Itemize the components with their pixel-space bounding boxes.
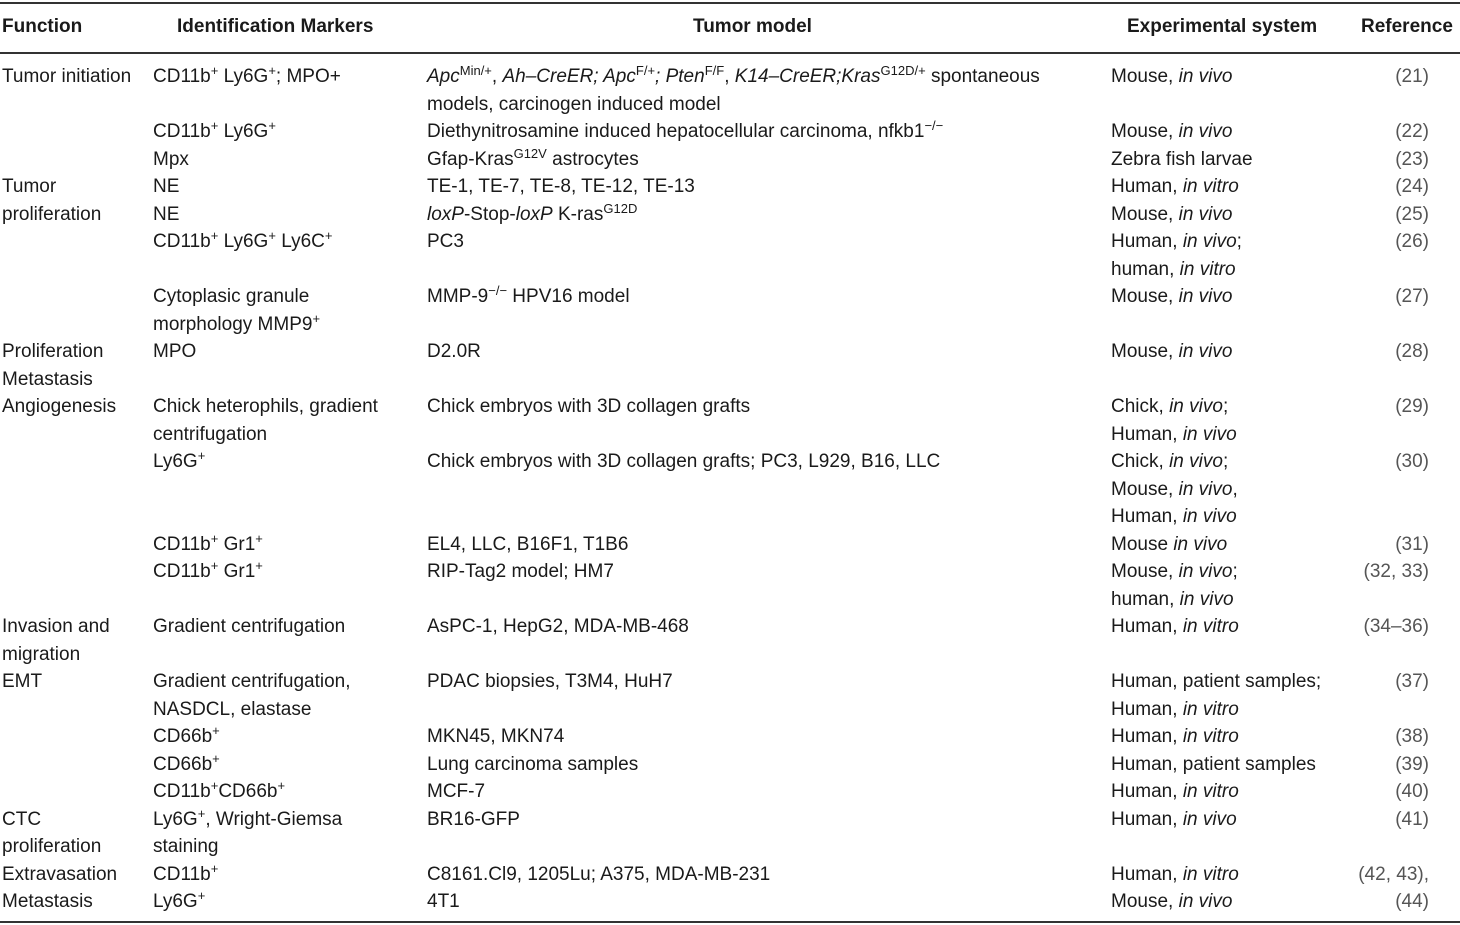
text-run: Mouse,	[1111, 561, 1179, 582]
text-run: Mouse,	[1111, 891, 1179, 912]
cell-system	[1111, 668, 1321, 696]
text-run: +	[210, 558, 219, 573]
text-run: (31)	[1395, 533, 1429, 555]
text-run: Ly6G	[218, 66, 269, 87]
text-run: Chick embryos with 3D collagen grafts; PC3, L929, B16, LLC	[427, 451, 941, 472]
text-run: AsPC-1, HepG2, MDA-MB-468	[427, 616, 689, 637]
cell-ref	[1395, 723, 1429, 751]
text-run: (40)	[1395, 781, 1429, 802]
text-run: in vitro	[1182, 863, 1239, 885]
text-run: (28)	[1395, 341, 1429, 362]
cell-function: Angiogenesis	[2, 396, 117, 417]
text-run: Human,	[1111, 423, 1183, 445]
cell-ref	[1395, 201, 1429, 229]
text-run: Ly6G	[153, 808, 198, 830]
cell-markers	[153, 173, 179, 201]
text-run: +	[212, 750, 220, 766]
text-run: in vivo	[1182, 423, 1237, 445]
text-run: C8161.Cl9, 1205Lu; A375, MDA-MB-231	[427, 863, 771, 885]
text-run: Human, patient samples;	[1111, 671, 1322, 692]
text-run: (41)	[1395, 808, 1429, 830]
text-run: Mouse,	[1111, 286, 1179, 307]
text-run: Ly6C	[275, 231, 325, 252]
text-run: in vivo	[1182, 808, 1237, 830]
text-run: +	[210, 530, 219, 546]
text-run: +	[210, 778, 219, 793]
cell-markers	[153, 201, 179, 229]
cell-model	[427, 806, 520, 834]
text-run: Cytoplasic granule	[153, 286, 310, 307]
text-run: in vivo	[1169, 396, 1223, 417]
text-run: +	[277, 778, 286, 793]
text-run: Apc	[427, 66, 460, 87]
cell-markers	[153, 861, 218, 889]
text-run: Mpx	[153, 148, 189, 170]
text-run: models, carcinogen induced model	[427, 93, 721, 115]
text-run: Ly6G	[153, 451, 198, 472]
cell-markers	[153, 448, 205, 476]
cell-model	[427, 751, 638, 779]
text-run: K14–CreER;Kras	[734, 66, 881, 87]
cell-system	[1111, 393, 1228, 421]
text-run: MKN45, MKN74	[427, 726, 565, 747]
text-run: 4T1	[427, 891, 460, 912]
cell-system	[1111, 503, 1237, 531]
text-run: -Stop-	[463, 203, 516, 225]
text-run: (32, 33)	[1363, 561, 1429, 582]
cell-system	[1111, 751, 1316, 779]
text-run: Chick,	[1111, 451, 1170, 472]
text-run: Gr1	[218, 533, 256, 555]
text-run: human,	[1111, 258, 1180, 280]
cell-markers	[153, 311, 320, 339]
cell-markers	[153, 751, 220, 779]
cell-function: Proliferation	[2, 341, 104, 362]
text-run: G12V	[513, 145, 547, 161]
text-run: Human,	[1111, 781, 1183, 802]
text-run: (42, 43),	[1358, 863, 1429, 885]
cell-system	[1111, 476, 1238, 504]
text-run: Gradient centrifugation	[153, 616, 346, 637]
text-run: in vivo	[1178, 478, 1233, 500]
cell-system	[1111, 558, 1238, 586]
cell-ref	[1395, 173, 1429, 201]
text-run: Human,	[1111, 616, 1183, 637]
text-run: NE	[153, 176, 180, 197]
text-run: Mouse,	[1111, 203, 1179, 225]
text-run: Human,	[1111, 698, 1183, 720]
cell-function: Invasion and	[2, 616, 110, 637]
text-run: ;	[1222, 396, 1229, 417]
text-run: (39)	[1395, 753, 1429, 775]
text-run: Gr1	[218, 561, 256, 582]
cell-model	[427, 531, 628, 559]
text-run: in vivo	[1169, 451, 1223, 472]
cell-ref	[1395, 338, 1429, 366]
cell-system	[1111, 283, 1232, 311]
cell-markers	[153, 63, 341, 91]
text-run: +	[255, 530, 263, 546]
cell-system	[1111, 806, 1237, 834]
cell-function: Tumor	[2, 176, 57, 197]
text-run: Diethynitrosamine induced hepatocellular carcinoma, nfkb1	[427, 121, 925, 142]
text-run: +	[324, 228, 333, 243]
text-run: Human,	[1111, 176, 1183, 197]
cell-ref	[1395, 448, 1429, 476]
text-run: PC3	[427, 231, 464, 252]
text-run: , Wright-Giemsa	[205, 808, 343, 830]
text-run: in vitro	[1182, 616, 1239, 637]
text-run: loxP	[515, 203, 553, 225]
cell-markers	[153, 531, 263, 559]
text-run: in vivo	[1178, 891, 1233, 912]
cell-function: proliferation	[2, 836, 102, 857]
cell-system	[1111, 861, 1239, 889]
bottom-rule	[0, 921, 1460, 923]
cell-markers	[153, 283, 309, 311]
text-run: +	[268, 118, 276, 133]
text-run: Human, patient samples	[1111, 753, 1316, 775]
text-run: (29)	[1395, 396, 1429, 417]
cell-model	[427, 283, 630, 311]
text-run: +	[268, 228, 276, 243]
text-run: F/+	[635, 63, 656, 78]
cell-ref	[1364, 613, 1430, 641]
text-run: Ah–CreER; Apc	[502, 66, 636, 87]
text-run: in vitro	[1182, 176, 1239, 197]
cell-function: proliferation	[2, 203, 102, 225]
text-run: G12D	[603, 200, 638, 216]
cell-model	[427, 63, 1040, 91]
text-run: ,	[491, 66, 503, 87]
cell-markers	[153, 723, 220, 751]
text-run: (25)	[1395, 203, 1429, 225]
cell-model	[427, 393, 750, 421]
cell-model	[427, 723, 564, 751]
text-run: −/−	[488, 283, 508, 298]
cell-ref	[1395, 118, 1429, 146]
cell-system	[1111, 723, 1239, 751]
text-run: +	[212, 723, 220, 738]
text-run: (26)	[1395, 231, 1429, 252]
text-run: (24)	[1395, 176, 1429, 197]
text-run: in vivo	[1178, 203, 1233, 225]
cell-ref	[1395, 888, 1429, 916]
text-run: EL4, LLC, B16F1, T1B6	[427, 533, 629, 555]
text-run: human,	[1111, 588, 1180, 610]
cell-system	[1111, 888, 1232, 916]
cell-system	[1111, 173, 1239, 201]
cell-model	[427, 861, 770, 889]
text-run: in vivo	[1178, 286, 1233, 307]
cell-model	[427, 778, 485, 806]
text-run: Gradient centrifugation,	[153, 671, 351, 692]
text-run: Mouse,	[1111, 341, 1179, 362]
cell-function: migration	[2, 643, 81, 665]
cell-system	[1111, 586, 1234, 614]
cell-markers	[153, 888, 205, 916]
text-run: loxP	[427, 203, 464, 225]
text-run: in vitro	[1182, 781, 1239, 802]
text-run: G12D/+	[880, 63, 926, 78]
text-run: K-ras	[552, 203, 604, 225]
cell-ref	[1395, 393, 1429, 421]
cell-model	[427, 173, 695, 201]
cell-markers	[153, 558, 263, 586]
text-run: Mouse,	[1111, 66, 1179, 87]
cell-ref	[1395, 283, 1429, 311]
text-run: NASDCL, elastase	[153, 698, 312, 720]
text-run: Human,	[1111, 506, 1183, 527]
cell-ref	[1395, 806, 1429, 834]
cell-function: Metastasis	[2, 891, 93, 912]
cell-system	[1111, 421, 1237, 449]
text-run: Lung carcinoma samples	[427, 753, 639, 775]
text-run: in vivo	[1178, 66, 1233, 87]
cell-system	[1111, 256, 1236, 284]
text-run: +	[197, 805, 206, 821]
text-run: +	[210, 228, 219, 243]
cell-ref	[1395, 228, 1429, 256]
cell-ref	[1395, 146, 1429, 174]
text-run: CD66b	[153, 726, 213, 747]
text-run: (27)	[1395, 286, 1429, 307]
text-run: Ly6G	[218, 121, 269, 142]
text-run: Mouse	[1111, 533, 1174, 555]
text-run: +	[210, 118, 219, 133]
cell-markers	[153, 778, 285, 806]
text-run: ;	[1236, 231, 1242, 252]
text-run: Human,	[1111, 231, 1183, 252]
text-run: +	[197, 448, 206, 463]
text-run: MMP-9	[427, 286, 489, 307]
cell-function: Metastasis	[2, 368, 93, 390]
cell-function: EMT	[2, 671, 43, 692]
text-run: CD11b	[153, 533, 211, 555]
text-run: CD11b	[153, 781, 211, 802]
cell-model	[427, 118, 943, 146]
text-run: MPO	[153, 341, 197, 362]
text-run: centrifugation	[153, 423, 268, 445]
cell-ref	[1364, 558, 1429, 586]
text-run: Chick embryos with 3D collagen grafts	[427, 396, 751, 417]
text-run: ;	[655, 66, 666, 87]
cell-markers	[153, 668, 351, 696]
text-run: MCF-7	[427, 781, 486, 802]
text-run: Ly6G	[153, 891, 198, 912]
text-run: morphology MMP9	[153, 313, 313, 335]
text-run: Gfap-Kras	[427, 148, 514, 170]
text-run: ;	[1222, 451, 1229, 472]
cell-model	[427, 888, 460, 916]
text-run: ,	[724, 66, 735, 87]
text-run: Mouse,	[1111, 478, 1179, 500]
text-run: F/F	[704, 63, 725, 78]
text-run: in vitro	[1182, 726, 1239, 747]
text-run: Pten	[665, 66, 705, 87]
cell-model	[427, 201, 637, 229]
text-run: +	[268, 63, 276, 78]
cell-ref	[1395, 63, 1429, 91]
text-run: CD11b	[153, 121, 211, 142]
text-run: D2.0R	[427, 341, 481, 362]
text-run: (21)	[1395, 66, 1429, 87]
cell-system	[1111, 118, 1232, 146]
cell-ref	[1395, 751, 1429, 779]
cell-model	[427, 558, 614, 586]
text-run: in vivo	[1178, 561, 1233, 582]
text-run: CD66b	[153, 753, 213, 775]
text-run: CD66b	[218, 781, 278, 802]
text-run: Mouse,	[1111, 121, 1179, 142]
text-run: (38)	[1395, 726, 1429, 747]
cell-markers	[153, 393, 378, 421]
text-run: in vivo	[1173, 533, 1228, 555]
cell-system	[1111, 531, 1227, 559]
text-run: Human,	[1111, 863, 1183, 885]
cell-function: CTC	[2, 808, 42, 830]
cell-system	[1111, 696, 1239, 724]
text-run: in vivo	[1182, 231, 1237, 252]
text-run: Min/+	[459, 63, 492, 78]
cell-markers	[153, 146, 189, 174]
text-run: astrocytes	[546, 148, 639, 170]
text-run: in vivo	[1178, 121, 1233, 142]
text-run: in vitro	[1182, 698, 1239, 720]
text-run: CD11b	[153, 66, 211, 87]
cell-system	[1111, 201, 1232, 229]
cell-markers	[153, 806, 342, 834]
text-run: CD11b	[153, 863, 211, 885]
text-run: Ly6G	[218, 231, 269, 252]
text-run: (44)	[1395, 891, 1429, 912]
cell-model	[427, 613, 689, 641]
cell-model	[427, 338, 481, 366]
text-run: Human,	[1111, 808, 1183, 830]
cell-model	[427, 668, 673, 696]
cell-markers	[153, 421, 267, 449]
cell-system	[1111, 778, 1239, 806]
text-run: (30)	[1395, 451, 1429, 472]
cell-system	[1111, 146, 1253, 174]
text-run: HPV16 model	[507, 286, 630, 307]
text-run: Chick heterophils, gradient	[153, 396, 378, 417]
text-run: spontaneous	[925, 66, 1040, 87]
cell-system	[1111, 63, 1232, 91]
text-run: +	[210, 860, 219, 876]
text-run: in vivo	[1178, 341, 1233, 362]
cell-system	[1111, 228, 1242, 256]
header-reference: Reference	[1361, 16, 1453, 37]
cell-ref	[1395, 778, 1429, 806]
text-run: CD11b	[153, 561, 211, 582]
text-run: in vivo	[1179, 588, 1234, 610]
text-run: (23)	[1395, 148, 1429, 170]
text-run: CD11b	[153, 231, 211, 252]
text-run: NE	[153, 203, 180, 225]
cell-ref	[1358, 861, 1429, 889]
cell-markers	[153, 696, 311, 724]
cell-model	[427, 228, 464, 256]
cell-model	[427, 448, 940, 476]
text-run: in vitro	[1179, 258, 1236, 280]
top-rule	[0, 2, 1460, 4]
cell-ref	[1395, 668, 1429, 696]
cell-system	[1111, 448, 1228, 476]
text-run: Chick,	[1111, 396, 1170, 417]
cell-markers	[153, 833, 219, 861]
text-run: +	[197, 888, 206, 903]
cell-system	[1111, 338, 1232, 366]
cell-function: Tumor initiation	[2, 66, 132, 87]
cell-markers	[153, 228, 332, 256]
cell-model	[427, 91, 721, 119]
text-run: (37)	[1395, 671, 1429, 692]
text-run: (34–36)	[1363, 616, 1429, 637]
text-run: staining	[153, 836, 219, 857]
text-run: Zebra fish larvae	[1111, 148, 1253, 170]
text-run: (22)	[1395, 121, 1429, 142]
text-run: Human,	[1111, 726, 1183, 747]
header-experimental-system: Experimental system	[1127, 16, 1318, 37]
text-run: BR16-GFP	[427, 808, 520, 830]
header-function: Function	[2, 16, 83, 37]
text-run: ; MPO+	[275, 66, 341, 87]
text-run: PDAC biopsies, T3M4, HuH7	[427, 671, 673, 692]
text-run: ;	[1232, 561, 1238, 582]
text-run: +	[210, 63, 219, 78]
cell-model	[427, 146, 639, 174]
cell-function: Extravasation	[2, 863, 118, 885]
text-run: RIP-Tag2 model; HM7	[427, 561, 614, 582]
cell-markers	[153, 118, 276, 146]
header-rule	[0, 52, 1460, 54]
text-run: TE-1, TE-7, TE-8, TE-12, TE-13	[427, 176, 695, 197]
header-markers: Identification Markers	[177, 16, 374, 37]
header-tumor-model: Tumor model	[693, 16, 812, 37]
text-run: +	[312, 310, 321, 326]
cell-system	[1111, 613, 1239, 641]
cell-markers	[153, 338, 196, 366]
cell-ref	[1395, 531, 1429, 559]
cell-markers	[153, 613, 345, 641]
text-run: +	[255, 558, 263, 573]
text-run: in vivo	[1182, 506, 1237, 527]
text-run: ,	[1232, 478, 1238, 500]
text-run: −/−	[924, 118, 944, 133]
